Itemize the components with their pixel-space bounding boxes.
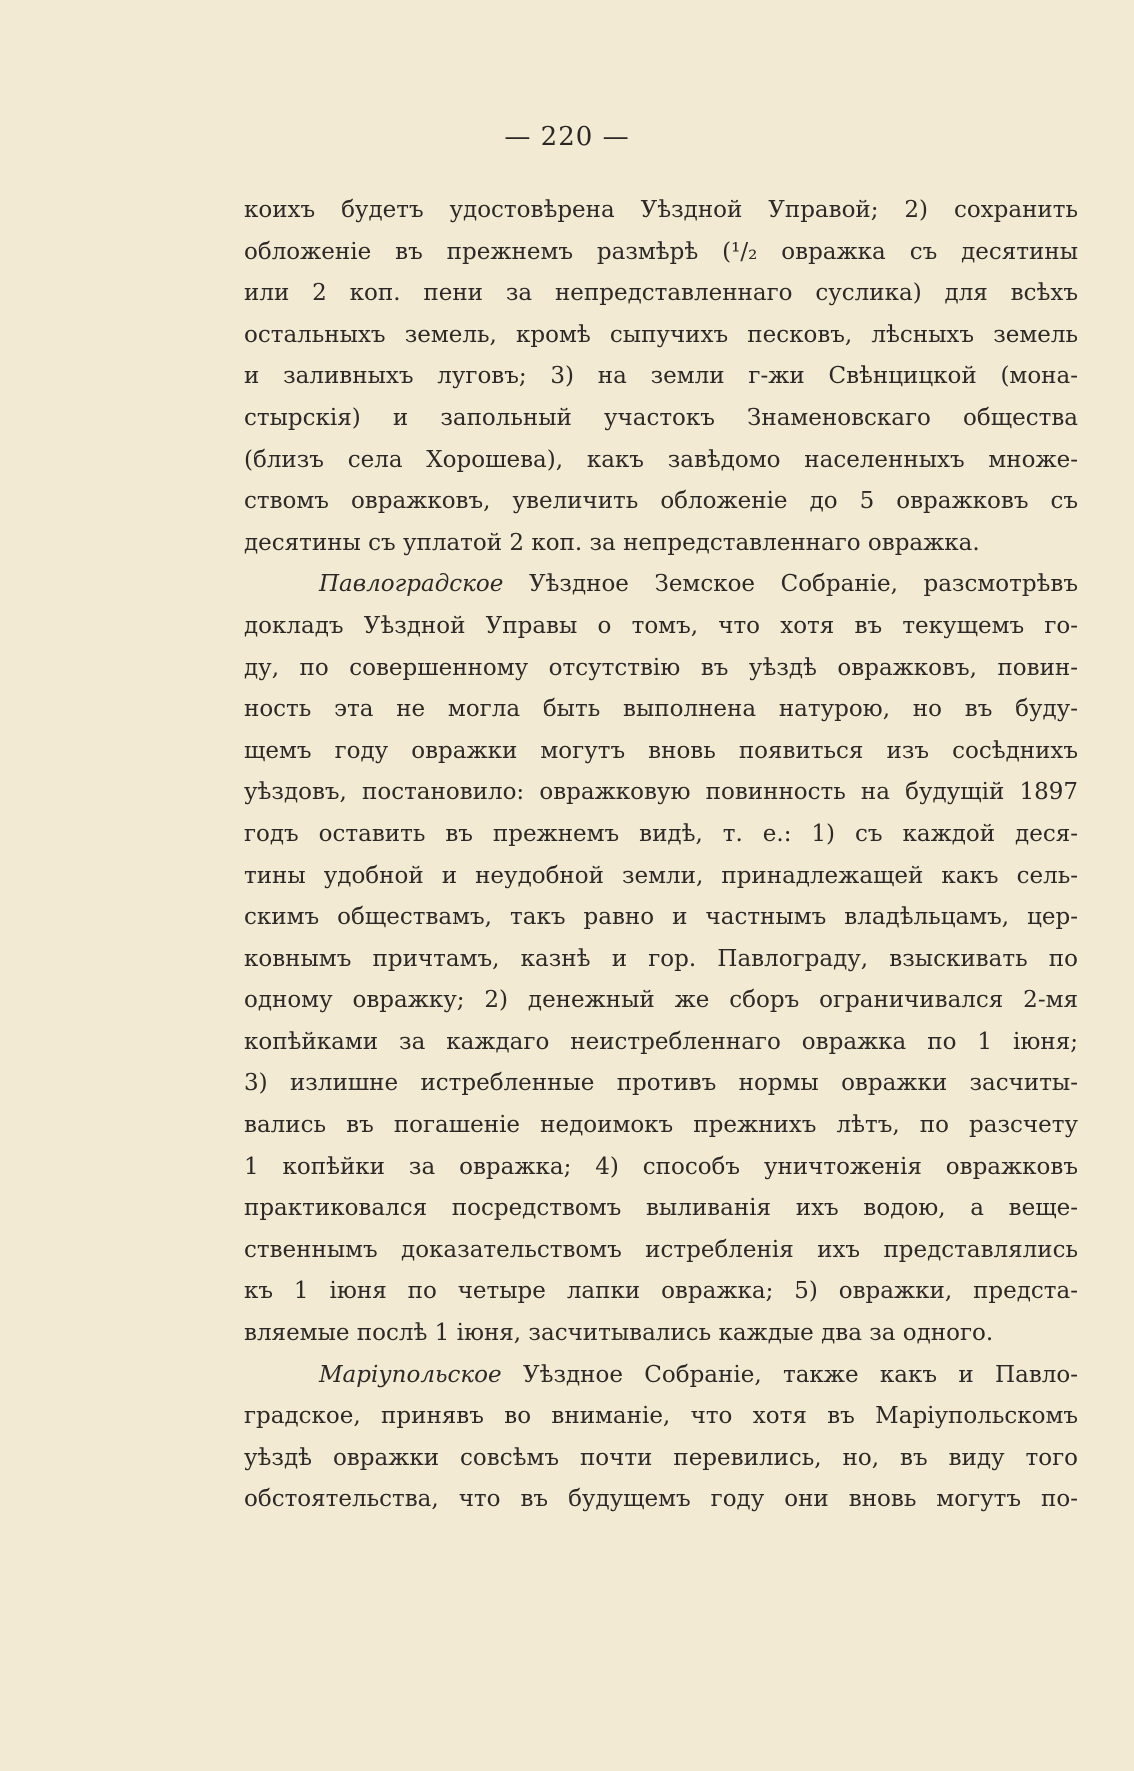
text-line: (близъ села Хорошева), какъ завѣдомо населенныхъ множе- <box>244 446 1078 473</box>
text-line: къ 1 іюня по четыре лапки овражка; 5) овражки, предста- <box>244 1278 1078 1305</box>
paragraph <box>244 564 1078 1354</box>
text-line: ковнымъ причтамъ, казнѣ и гор. Павлограду, взыскивать по <box>244 945 1078 972</box>
text-line: ствомъ овражковъ, увеличить обложеніе до 5 овражковъ съ <box>244 488 1078 515</box>
text-line: уѣздѣ овражки совсѣмъ почти перевились, но, въ виду того <box>244 1444 1078 1471</box>
text-line: уѣздовъ, постановило: овражковую повинность на будущій 1897 <box>244 779 1078 806</box>
text-line: обложеніе въ прежнемъ размѣрѣ (¹/₂ овражка съ десятины <box>244 238 1078 265</box>
text-line: и заливныхъ луговъ; 3) на земли г-жи Свѣнцицкой (мона- <box>244 363 1078 390</box>
paragraph <box>244 190 1078 564</box>
line-text: Уѣздное Собраніе, также какъ и Павло- <box>522 1361 1078 1388</box>
text-line: вляемые послѣ 1 іюня, засчитывались каждые два за одного. <box>244 1320 994 1347</box>
body-text <box>244 190 1078 1521</box>
text-line: щемъ году овражки могутъ вновь появиться изъ сосѣднихъ <box>244 737 1078 764</box>
text-line: или 2 коп. пени за непредставленнаго суслика) для всѣхъ <box>244 280 1078 307</box>
paragraph <box>244 1355 1078 1521</box>
text-line: остальныхъ земель, кромѣ сыпучихъ песковъ, лѣсныхъ земель <box>244 321 1078 348</box>
text-line: практиковался посредствомъ выливанія ихъ водою, а веще- <box>244 1195 1078 1222</box>
text-line: скимъ обществамъ, такъ равно и частнымъ владѣльцамъ, цер- <box>244 904 1078 931</box>
text-line: копѣйками за каждаго неистребленнаго овражка по 1 іюня; <box>244 1028 1078 1055</box>
text-line: стырскія) и запольный участокъ Знаменовскаго общества <box>244 404 1078 431</box>
text-line: одному овражку; 2) денежный же сборъ ограничивался 2-мя <box>244 987 1078 1014</box>
text-line: ственнымъ доказательствомъ истребленія ихъ представлялись <box>244 1236 1078 1263</box>
text-line: 1 копѣйки за овражка; 4) способъ уничтоженія овражковъ <box>244 1153 1078 1180</box>
text-line: градское, принявъ во вниманіе, что хотя въ Маріупольскомъ <box>244 1403 1078 1430</box>
text-line: ность эта не могла быть выполнена натурою, но въ буду- <box>244 696 1078 723</box>
text-line: коихъ будетъ удостовѣрена Уѣздной Управой; 2) сохранить <box>244 197 1078 223</box>
text-line: 3) излишне истребленные противъ нормы овражки засчиты- <box>244 1070 1078 1097</box>
district-name: Павлоградское <box>319 571 504 598</box>
text-line: вались въ погашеніе недоимокъ прежнихъ лѣтъ, по разсчету <box>244 1112 1078 1139</box>
line-text: Уѣздное Земское Собраніе, разсмотрѣвъ <box>528 571 1078 598</box>
text-line: годъ оставить въ прежнемъ видѣ, т. е.: 1) съ каждой деся- <box>244 820 1078 847</box>
text-line <box>244 564 1078 606</box>
text-line: ду, по совершенному отсутствію въ уѣздѣ овражковъ, повин- <box>244 654 1078 681</box>
page-number: — 220 — <box>504 122 630 152</box>
text-line: докладъ Уѣздной Управы о томъ, что хотя въ текущемъ го- <box>244 612 1078 639</box>
text-line <box>244 1355 1078 1397</box>
district-name: Маріупольское <box>319 1361 502 1388</box>
text-line: десятины съ уплатой 2 коп. за непредставленнаго овражка. <box>244 529 980 556</box>
text-line: тины удобной и неудобной земли, принадлежащей какъ сель- <box>244 862 1078 889</box>
text-line: обстоятельства, что въ будущемъ году они вновь могутъ по- <box>244 1486 1078 1513</box>
